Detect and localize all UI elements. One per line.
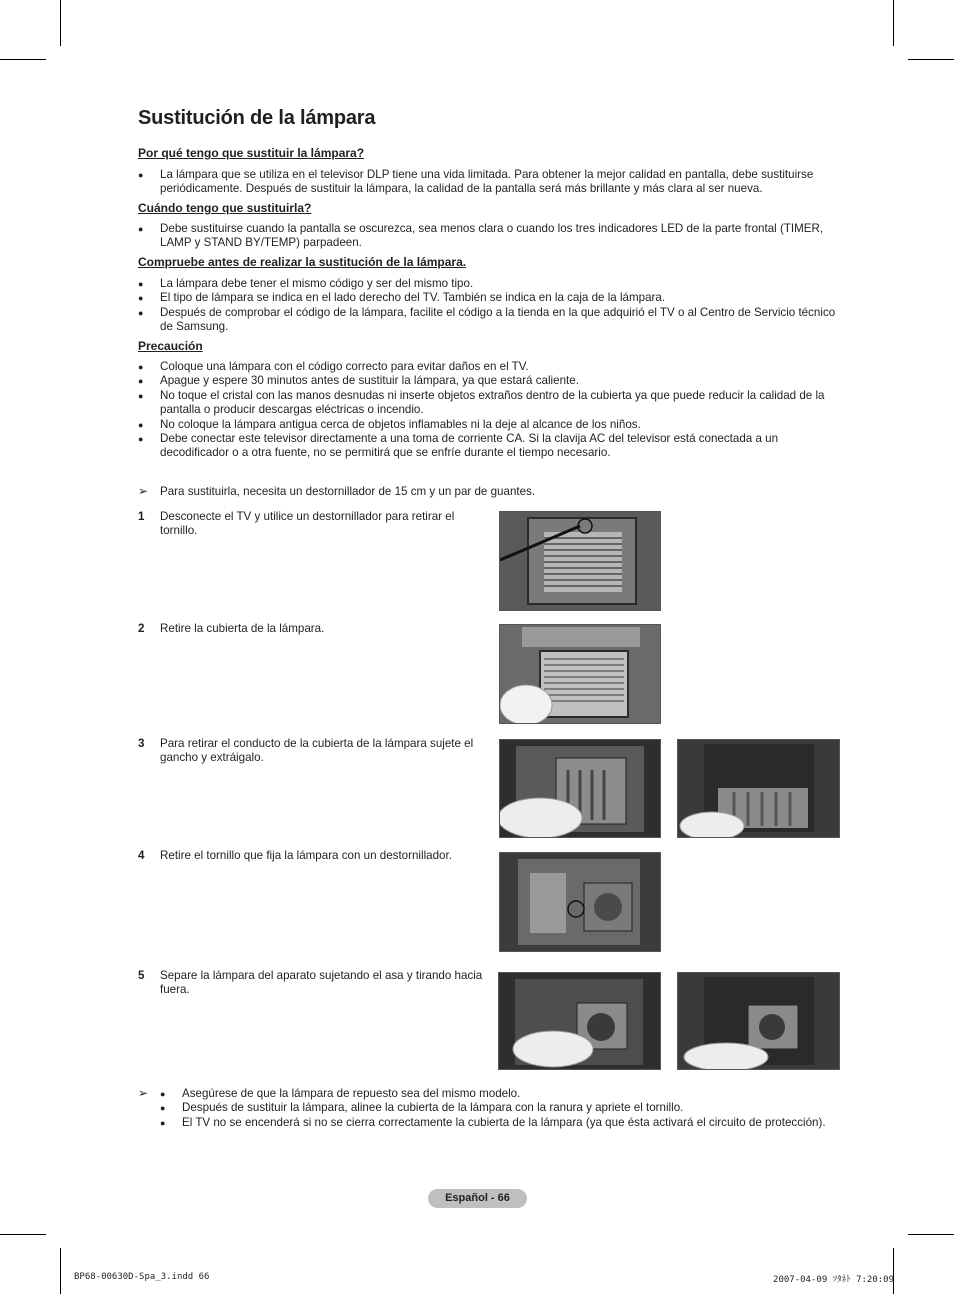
step-5-photo-a (498, 972, 661, 1070)
page-title: Sustitución de la lámpara (138, 107, 376, 129)
list-item: ● No toque el cristal con las manos desnudas ni inserte objetos extraños dentro de la cubierta ya que puede reducir la calidad de la pantalla o producir descargas eléctricas o incendio. (138, 388, 825, 417)
section-heading: Compruebe antes de realizar la sustitución de la lámpara. (138, 255, 467, 269)
bullet-icon: ● (138, 170, 144, 180)
footer-file: BP68-00630D-Spa_3.indd 66 (74, 1272, 210, 1282)
bullet-list (138, 277, 842, 335)
step-number: 1 (138, 510, 145, 523)
crop-mark (60, 1248, 61, 1294)
bullet-icon: ● (160, 1117, 166, 1128)
section-heading: Precaución (138, 339, 203, 353)
step-1-photo (499, 511, 661, 611)
list-item: ● El tipo de lámpara se indica en el lado derecho del TV. También se indica en la caja de la lámpara. (138, 291, 666, 305)
bullet-icon: ● (138, 434, 144, 445)
tools-note: ➢ Para sustituirla, necesita un destornillador de 15 cm y un par de guantes. (138, 484, 536, 498)
bullet-icon: ● (160, 1103, 166, 1114)
step-number: 5 (138, 969, 145, 982)
page-number-badge: Español - 66 (428, 1189, 527, 1208)
bullet-icon: ● (138, 419, 144, 430)
bullet-list (160, 1087, 850, 1130)
step-3-photo-b (677, 739, 840, 838)
step-text: Retire el tornillo que fija la lámpara con un destornillador. (160, 849, 452, 862)
list-item: ● El TV no se encenderá si no se cierra correctamente la cubierta de la lámpara (ya que ésta activará el circuito de protección). (160, 1115, 826, 1129)
section-heading: Cuándo tengo que sustituirla? (138, 201, 312, 215)
crop-mark (893, 0, 894, 46)
step-3 (138, 737, 488, 766)
bullet-icon: ● (160, 1089, 166, 1099)
bullet-icon: ● (138, 307, 144, 318)
step-number: 3 (138, 737, 145, 750)
list-item: ● Coloque una lámpara con el código correcto para evitar daños en el TV. (138, 360, 529, 373)
step-text: Retire la cubierta de la lámpara. (160, 622, 325, 635)
step-1 (138, 510, 488, 539)
list-item: ● Debe conectar este televisor directamente a una toma de corriente CA. Si la clavija AC del televisor está conectada a un decodificador o a otra fuente, no se permitirá que se enfríe durante el tiempo necesario. (138, 432, 779, 460)
list-item: ● Apague y espere 30 minutos antes de sustituir la lámpara, ya que estará caliente. (138, 374, 579, 388)
step-5 (138, 969, 488, 998)
step-text: Separe la lámpara del aparato sujetando el asa y tirando hacia fuera. (160, 969, 483, 997)
crop-mark (908, 1234, 954, 1235)
footer-date: 2007-04-09 ｿﾀﾈﾄ 7:20:09 (773, 1275, 894, 1285)
bullet-icon: ● (138, 224, 144, 234)
bullet-list (138, 222, 842, 251)
crop-mark (0, 59, 46, 60)
crop-mark (60, 0, 61, 46)
step-2 (138, 622, 488, 636)
bullet-icon: ● (138, 376, 144, 387)
bullet-icon: ● (138, 293, 144, 304)
list-item: ● Después de comprobar el código de la lámpara, facilite el código a la tienda en la que adquirió el TV o al Centro de Servicio técnico de Samsung. (138, 305, 836, 334)
step-4-photo (499, 852, 661, 952)
section-heading: Por qué tengo que sustituir la lámpara? (138, 146, 365, 160)
bullet-icon: ● (138, 362, 144, 372)
arrow-icon: ➢ (138, 484, 149, 498)
list-item: ● Después de sustituir la lámpara, alinee la cubierta de la lámpara con la ranura y apriete el tornillo. (160, 1101, 684, 1115)
list-item: ● La lámpara debe tener el mismo código y ser del mismo tipo. (138, 277, 474, 290)
list-item: ● Debe sustituirse cuando la pantalla se oscurezca, sea menos clara o cuando los tres indicadores LED de la parte frontal (TIMER, LAMP y STAND BY/TEMP) parpadeen. (138, 222, 824, 250)
step-2-photo (499, 624, 661, 724)
list-item: ● Asegúrese de que la lámpara de repuesto sea del mismo modelo. (160, 1087, 521, 1100)
step-text: Para retirar el conducto de la cubierta de la lámpara sujete el gancho y extráigalo. (160, 737, 474, 765)
step-text: Desconecte el TV y utilice un destornillador para retirar el tornillo. (160, 510, 455, 538)
crop-mark (893, 1248, 894, 1294)
list-item: ● No coloque la lámpara antigua cerca de objetos inflamables ni la deje al alcance de los niños. (138, 417, 641, 431)
bullet-list (138, 360, 842, 461)
bullet-icon: ● (138, 390, 144, 401)
crop-mark (0, 1234, 46, 1235)
bullet-icon: ● (138, 279, 144, 289)
step-5-photo-b (677, 972, 840, 1070)
crop-mark (908, 59, 954, 60)
step-number: 2 (138, 622, 145, 635)
arrow-icon: ➢ (138, 1086, 149, 1100)
list-item: ● La lámpara que se utiliza en el televisor DLP tiene una vida limitada. Para obtener la mejor calidad en pantalla, debe sustituirse periódicamente. Después de sustituir la lámpara, la calidad de la pantalla será más brillante y más clara al ser nueva. (138, 168, 814, 196)
step-3-photo-a (499, 739, 661, 838)
bullet-list (138, 168, 842, 197)
step-number: 4 (138, 849, 145, 862)
step-4 (138, 849, 488, 863)
